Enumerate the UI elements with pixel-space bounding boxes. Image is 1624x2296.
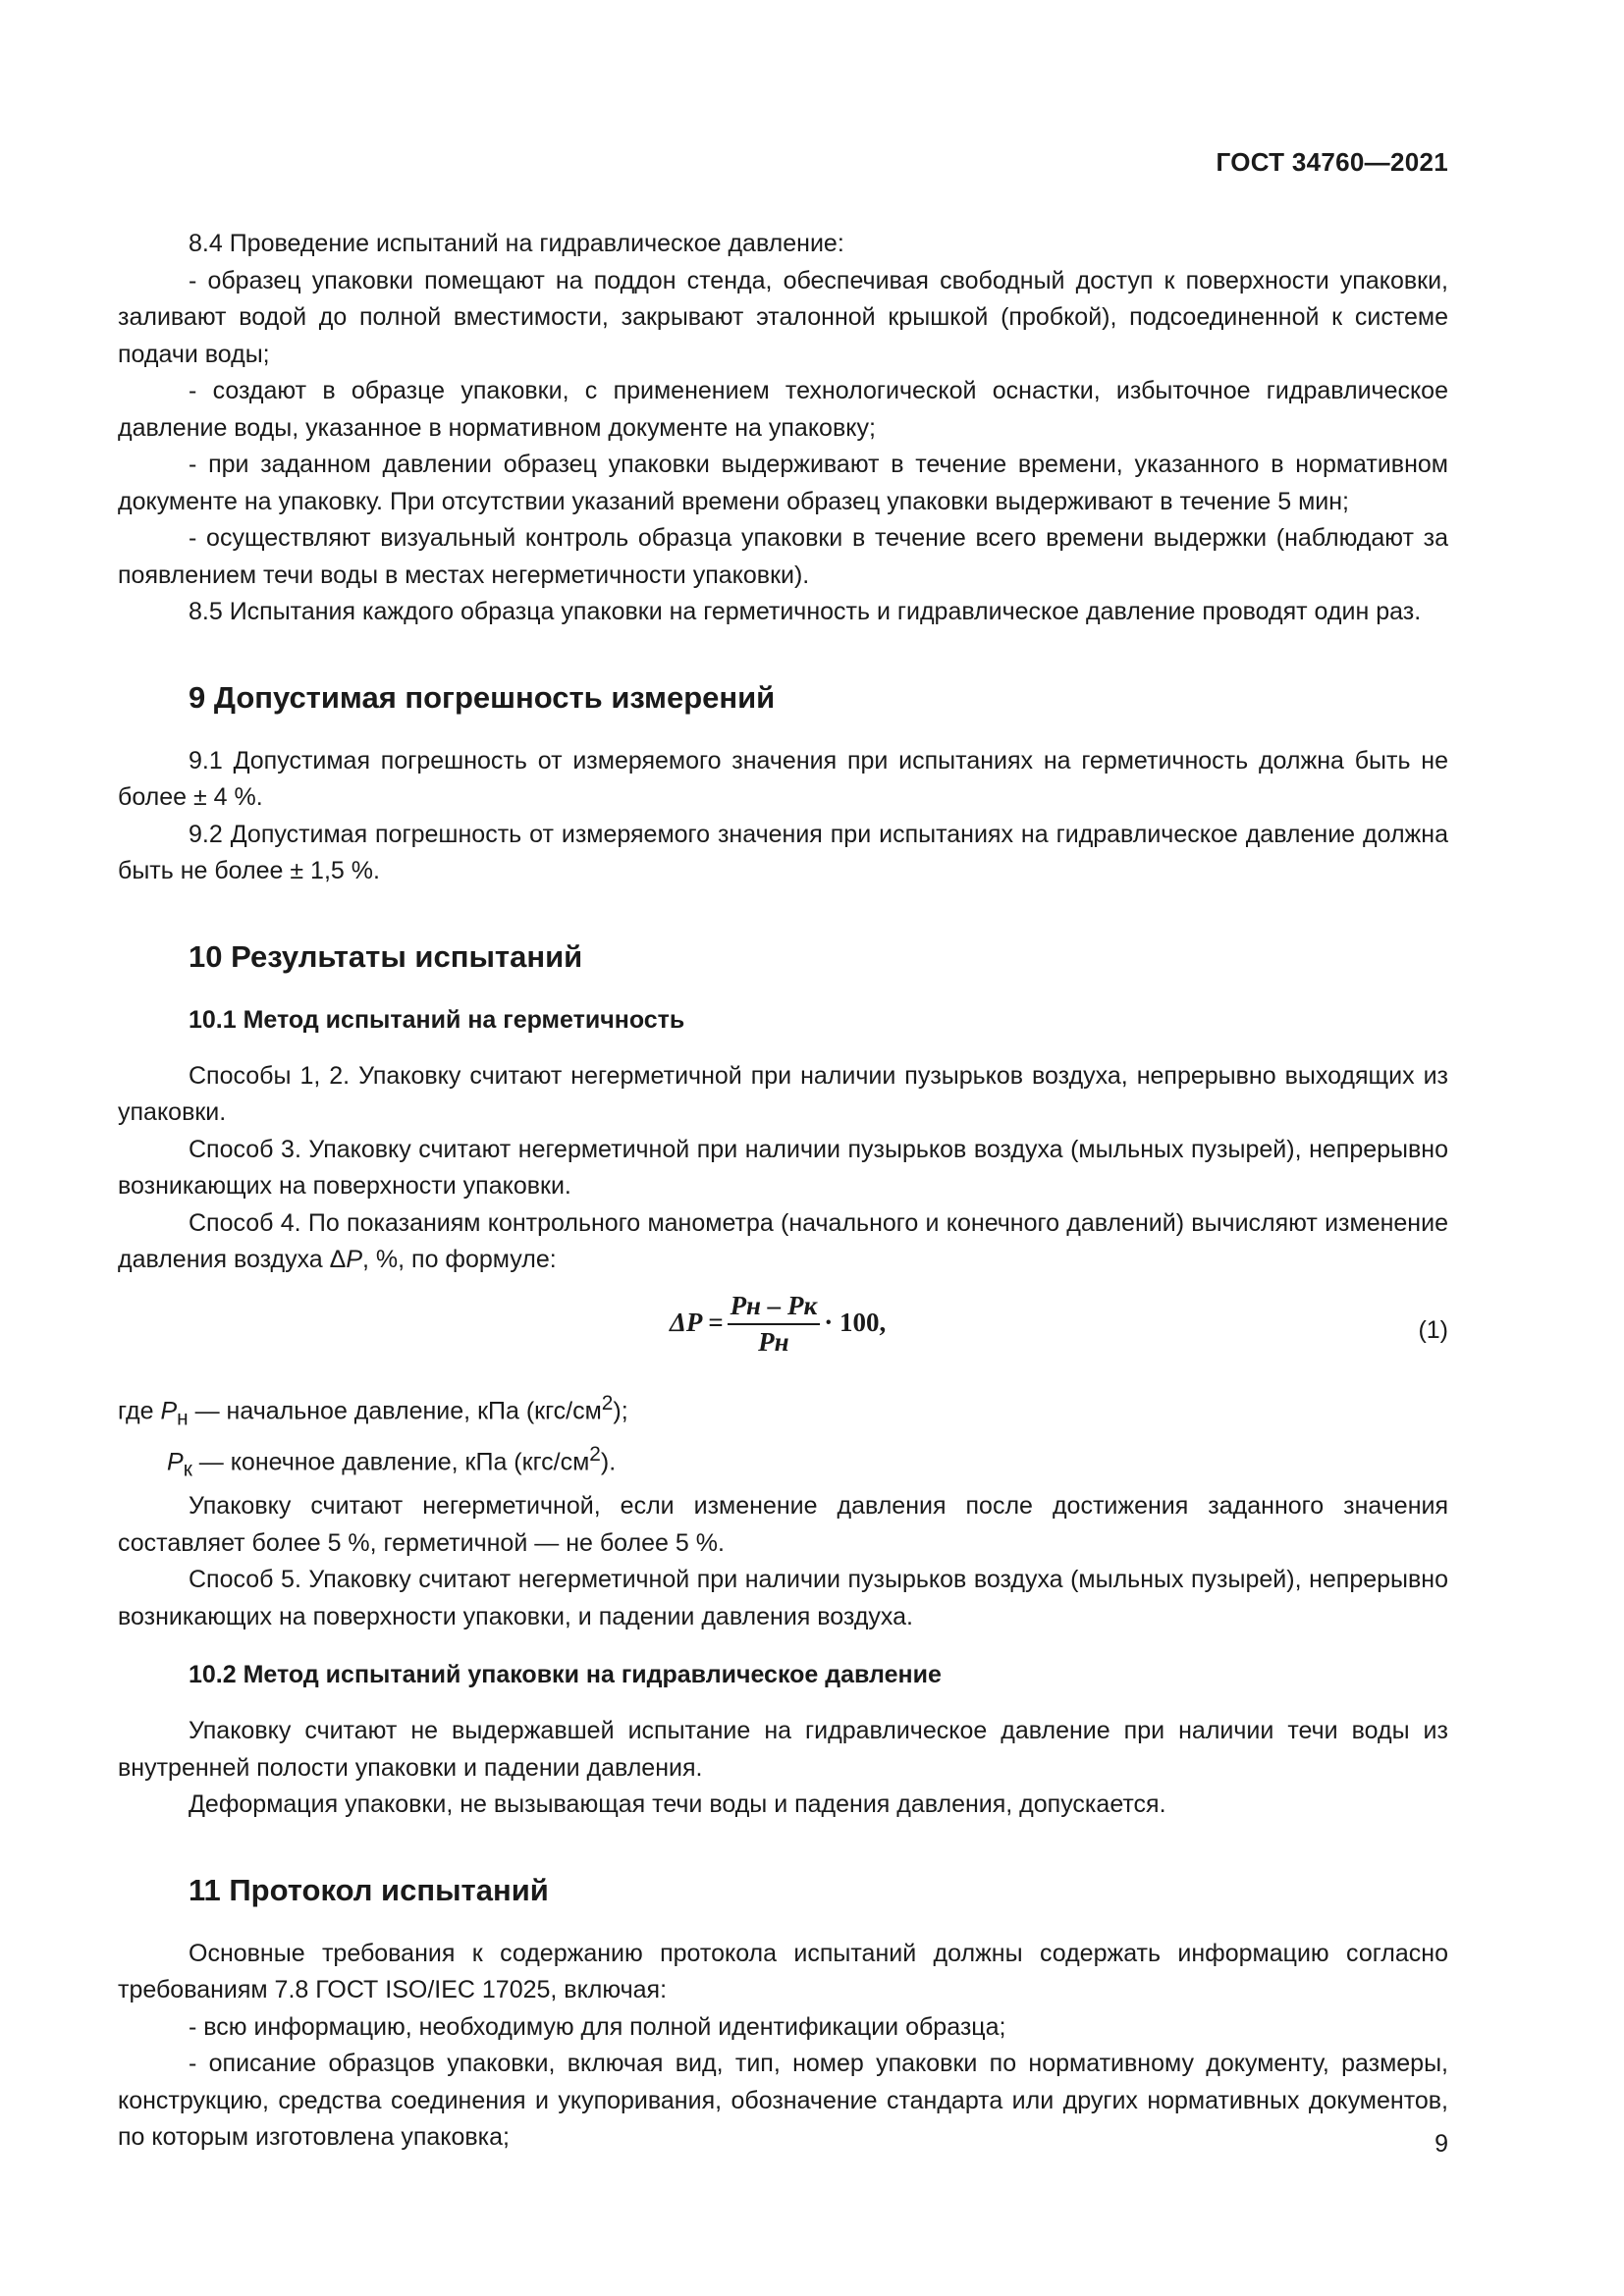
- var-p: P: [346, 1246, 363, 1273]
- paragraph-criteria: Упаковку считают негерметичной, если изменение давления после достижения заданного значения составляет более 5 %, герметичной — не более 5 %.: [118, 1492, 1448, 1557]
- list-item: - описание образцов упаковки, включая вид, тип, номер упаковки по нормативному документу, размеры, конструкцию, средства соединения и укупоривания, обозначение стандарта или других нормативных документов, по которым изготовлена упаковка;: [118, 2050, 1448, 2152]
- list-item: - образец упаковки помещают на поддон стенда, обеспечивая свободный доступ к поверхности упаковки, заливают водой до полной вместимости, закрывают эталонной крышкой (пробкой), подсоединенной к системе подачи воды;: [118, 266, 1448, 368]
- formula-tail: · 100,: [824, 1308, 887, 1338]
- formula-denominator: Pн: [758, 1326, 789, 1357]
- formula-1: [118, 1287, 1448, 1377]
- formula-number: (1): [1418, 1315, 1448, 1344]
- list-item: - всю информацию, необходимую для полной идентификации образца;: [189, 2012, 1006, 2041]
- paragraph-methods-1-2: Способы 1, 2. Упаковку считают негерметичной при наличии пузырьков воздуха, непрерывно выходящих из упаковки.: [118, 1061, 1448, 1126]
- formula-numerator: Pн – Pк: [728, 1289, 821, 1325]
- paragraph-method-4: Способ 4. По показаниям контрольного манометра (начального и конечного давлений) вычисляют изменение давления воздуха ΔP, %, по формуле:: [118, 1208, 1448, 1273]
- where-line-pk: $P_к$ — конечное давление, кПа $(кгс/см^2)$.: [167, 1443, 617, 1481]
- subsection-10-2-heading: 10.2 Метод испытаний упаковки на гидравлическое давление: [189, 1661, 942, 1689]
- paragraph-8-4: 8.4 Проведение испытаний на гидравлическое давление:: [189, 230, 844, 257]
- section-10-heading: 10 Результаты испытаний: [189, 938, 583, 974]
- delta-symbol: Δ: [329, 1246, 347, 1273]
- paragraph-method-3: Способ 3. Упаковку считают негерметичной при наличии пузырьков воздуха (мыльных пузырей), непрерывно возникающих на поверхности упаковки.: [118, 1135, 1448, 1200]
- formula-fraction: [728, 1289, 821, 1359]
- paragraph-9-2: 9.2 Допустимая погрешность от измеряемого значения при испытаниях на гидравлическое давление должна быть не более ± 1,5 %.: [118, 820, 1448, 884]
- document-page: [118, 0, 1448, 2296]
- paragraph-deformation: Деформация упаковки, не вызывающая течи воды и падения давления, допускается.: [189, 1790, 1166, 1819]
- paragraph-hydraulic-result: Упаковку считают не выдержавшей испытание на гидравлическое давление при наличии течи воды из внутренней полости упаковки и падении давления.: [118, 1717, 1448, 1782]
- where-line-pn: где $P_н$ — начальное давление, кПа $(кгс/см^2)$;: [118, 1391, 628, 1429]
- list-item: - осуществляют визуальный контроль образца упаковки в течение всего времени выдержки (наблюдают за появлением течи воды в местах негерметичности упаковки).: [118, 524, 1448, 589]
- list-item: - создают в образце упаковки, с применением технологической оснастки, избыточное гидравлическое давление воды, указанное в нормативном документе на упаковку;: [118, 377, 1448, 442]
- formula-lhs: ΔP =: [670, 1308, 724, 1338]
- section-9-heading: 9 Допустимая погрешность измерений: [189, 679, 776, 715]
- formula-expression: [670, 1289, 886, 1359]
- page-number: 9: [1435, 2130, 1448, 2158]
- subsection-10-1-heading: 10.1 Метод испытаний на герметичность: [189, 1005, 685, 1034]
- paragraph-method-5: Способ 5. Упаковку считают негерметичной при наличии пузырьков воздуха (мыльных пузырей), непрерывно возникающих на поверхности упаковки, и падении давления воздуха.: [118, 1566, 1448, 1630]
- standard-designation: ГОСТ 34760—2021: [1216, 147, 1448, 177]
- paragraph-9-1: 9.1 Допустимая погрешность от измеряемого значения при испытаниях на герметичность должна быть не более ± 4 %.: [118, 746, 1448, 811]
- section-11-heading: 11 Протокол испытаний: [189, 1872, 549, 1907]
- paragraph-protocol: Основные требования к содержанию протокола испытаний должны содержать информацию согласно требованиям 7.8 ГОСТ ISO/IEC 17025, включая:: [118, 1939, 1448, 2004]
- list-item: - при заданном давлении образец упаковки выдерживают в течение времени, указанного в нормативном документе на упаковку. При отсутствии указаний времени образец упаковки выдерживают в течение 5 мин;: [118, 451, 1448, 515]
- document-body: [118, 226, 1448, 2157]
- paragraph-8-5: 8.5 Испытания каждого образца упаковки на герметичность и гидравлическое давление проводят один раз.: [189, 598, 1422, 625]
